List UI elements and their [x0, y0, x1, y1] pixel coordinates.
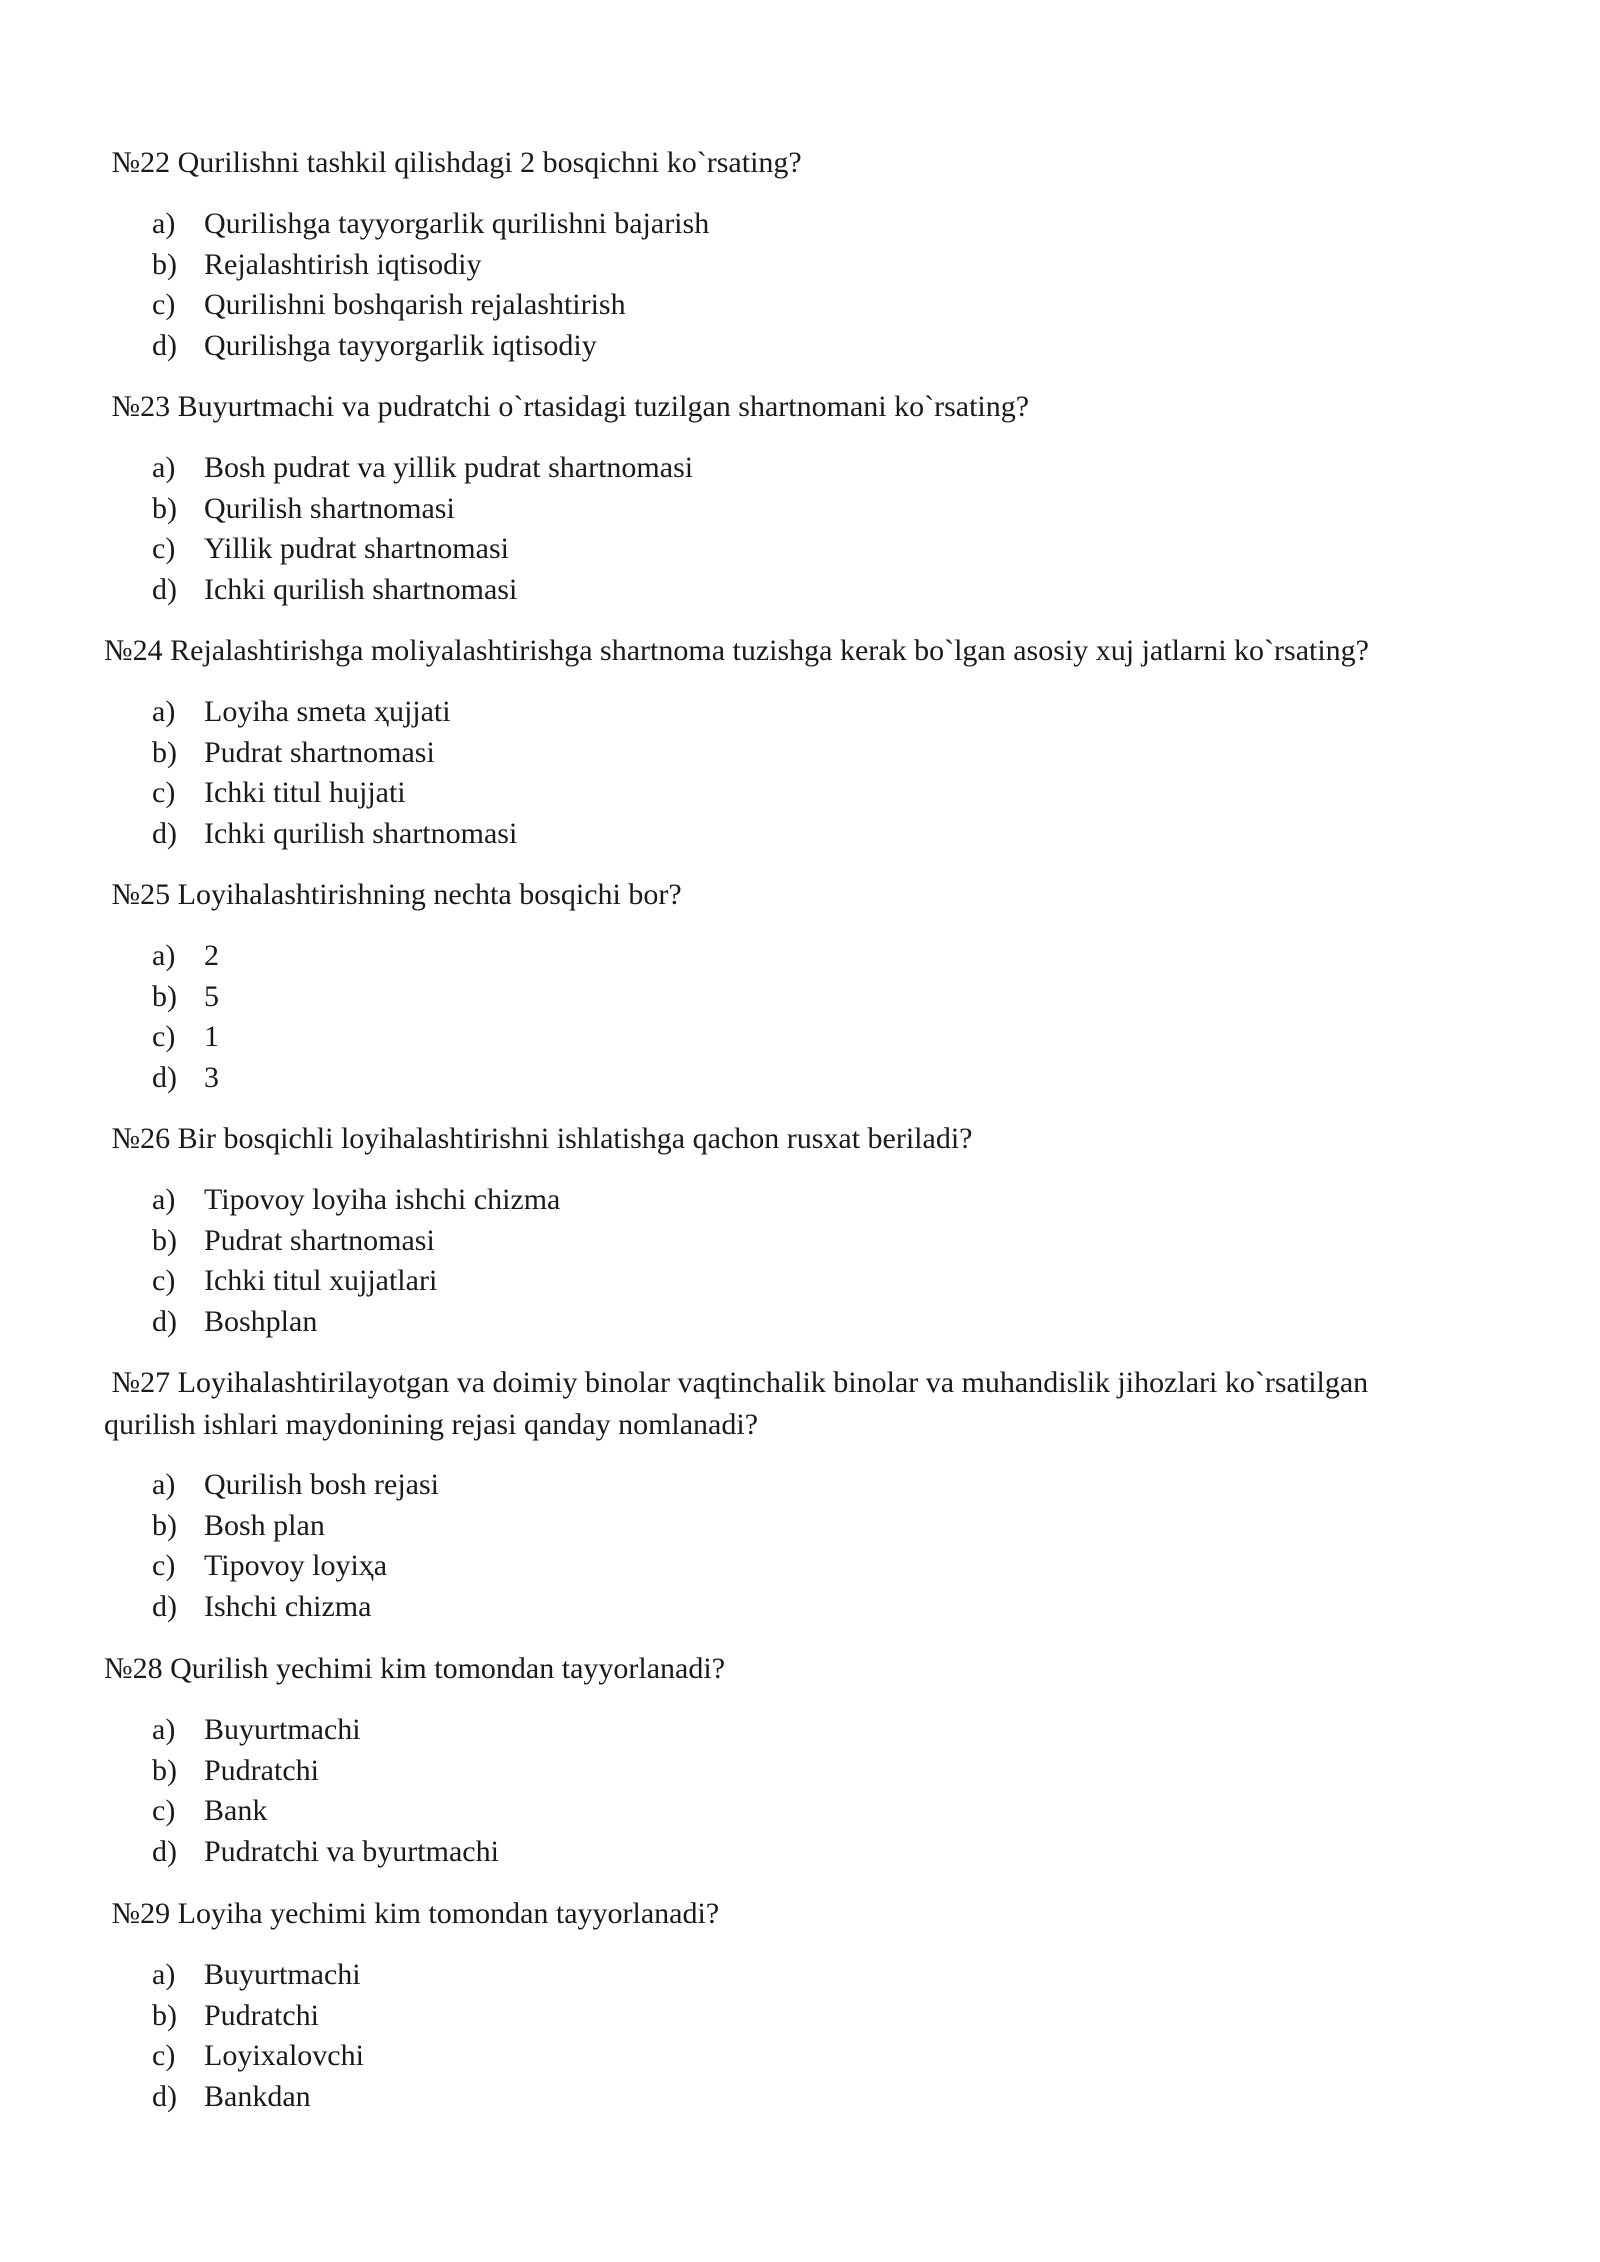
- option-letter: c): [152, 288, 176, 321]
- option-text: 5: [204, 979, 219, 1013]
- option-c: [152, 1791, 499, 1832]
- option-text: Pudratchi: [204, 1998, 319, 2032]
- question-28: №28 Qurilish yechimi kim tomondan tayyorlanadi?: [104, 1652, 726, 1685]
- option-letter: a): [152, 207, 176, 240]
- option-letter: d): [152, 1834, 177, 1868]
- option-text: Ichki titul xujjatlari: [204, 1264, 438, 1297]
- option-text: Pudrat shartnomasi: [204, 1223, 435, 1257]
- option-b: [152, 1221, 560, 1262]
- option-d: [152, 2077, 364, 2118]
- option-letter: b): [152, 247, 177, 281]
- option-letter: d): [152, 572, 177, 606]
- option-text: 1: [204, 1020, 219, 1053]
- option-text: 3: [204, 1060, 219, 1094]
- options-23: [152, 448, 693, 610]
- option-text: Tipovoy loyiҳa: [204, 1549, 388, 1582]
- option-letter: c): [152, 1020, 176, 1053]
- option-letter: a): [152, 1713, 176, 1746]
- option-letter: b): [152, 1223, 177, 1257]
- option-letter: c): [152, 1794, 176, 1827]
- option-letter: b): [152, 735, 177, 769]
- option-a: [152, 204, 709, 245]
- option-letter: d): [152, 2079, 177, 2113]
- option-text: Buyurtmachi: [204, 1958, 361, 1991]
- option-text: Qurilish bosh rejasi: [204, 1468, 439, 1501]
- option-letter: c): [152, 776, 176, 809]
- option-d: [152, 814, 517, 855]
- option-letter: d): [152, 1304, 177, 1338]
- option-d: [152, 1832, 499, 1873]
- option-d: [152, 1587, 439, 1628]
- question-22: №22 Qurilishni tashkil qilishdagi 2 bosqichni ko`rsating?: [104, 146, 802, 179]
- option-text: Qurilish shartnomasi: [204, 491, 455, 525]
- option-b: [152, 489, 693, 530]
- option-text: Pudratchi va byurtmachi: [204, 1834, 499, 1868]
- option-b: [152, 733, 517, 774]
- option-text: Yillik pudrat shartnomasi: [204, 532, 509, 565]
- option-text: Ichki titul hujjati: [204, 776, 406, 809]
- option-letter: b): [152, 1753, 177, 1787]
- option-text: Qurilishga tayyorgarlik qurilishni bajarish: [204, 207, 710, 240]
- option-letter: b): [152, 491, 177, 525]
- options-24: [152, 692, 517, 854]
- question-23: №23 Buyurtmachi va pudratchi o`rtasidagi tuzilgan shartnomani ko`rsating?: [104, 390, 1030, 423]
- option-text: Bankdan: [204, 2079, 311, 2113]
- option-b: [152, 1506, 439, 1547]
- option-text: Bosh plan: [204, 1508, 325, 1542]
- option-text: Ichki qurilish shartnomasi: [204, 572, 518, 606]
- options-26: [152, 1180, 560, 1342]
- option-text: Rejalashtirish iqtisodiy: [204, 247, 482, 281]
- option-c: [152, 1261, 560, 1302]
- option-d: [152, 1302, 560, 1343]
- question-27: №27 Loyihalashtirilayotgan va doimiy binolar vaqtinchalik binolar va muhandislik jihozlari ko`rsatilgan qurilish ishlari maydonining rejasi qanday nomlanadi?: [104, 1366, 1369, 1441]
- option-b: [152, 245, 709, 286]
- option-letter: a): [152, 939, 176, 972]
- option-letter: d): [152, 1060, 177, 1094]
- option-c: [152, 1017, 219, 1058]
- option-a: [152, 1955, 364, 1996]
- option-letter: a): [152, 1183, 176, 1216]
- option-text: Qurilishga tayyorgarlik iqtisodiy: [204, 328, 597, 362]
- option-letter: a): [152, 451, 176, 484]
- option-text: 2: [204, 939, 219, 972]
- option-c: [152, 529, 693, 570]
- option-letter: d): [152, 816, 177, 850]
- option-a: [152, 1465, 439, 1506]
- options-27: [152, 1465, 439, 1627]
- option-b: [152, 977, 219, 1018]
- options-25: [152, 936, 219, 1098]
- option-letter: a): [152, 695, 176, 728]
- options-22: [152, 204, 709, 366]
- option-a: [152, 1180, 560, 1221]
- option-text: Pudrat shartnomasi: [204, 735, 435, 769]
- option-text: Boshplan: [204, 1304, 318, 1338]
- option-letter: a): [152, 1468, 176, 1501]
- option-text: Tipovoy loyiha ishchi chizma: [204, 1183, 561, 1216]
- option-letter: c): [152, 1264, 176, 1297]
- options-29: [152, 1955, 364, 2117]
- option-text: Bank: [204, 1794, 268, 1827]
- option-letter: d): [152, 328, 177, 362]
- option-letter: c): [152, 1549, 176, 1582]
- option-text: Buyurtmachi: [204, 1713, 361, 1746]
- option-text: Ishchi chizma: [204, 1589, 372, 1623]
- option-d: [152, 326, 709, 367]
- option-letter: b): [152, 1508, 177, 1542]
- option-letter: b): [152, 979, 177, 1013]
- question-24: №24 Rejalashtirishga moliyalashtirishga shartnoma tuzishga kerak bo`lgan asosiy xuj jatlarni ko`rsating?: [104, 634, 1369, 667]
- option-text: Bosh pudrat va yillik pudrat shartnomasi: [204, 451, 694, 484]
- option-letter: d): [152, 1589, 177, 1623]
- option-d: [152, 570, 693, 611]
- option-a: [152, 448, 693, 489]
- option-text: Loyixalovchi: [204, 2039, 364, 2072]
- option-text: Pudratchi: [204, 1753, 319, 1787]
- option-d: [152, 1058, 219, 1099]
- option-b: [152, 1751, 499, 1792]
- option-letter: c): [152, 532, 176, 565]
- question-25: №25 Loyihalashtirishning nechta bosqichi bor?: [104, 878, 682, 911]
- question-29: №29 Loyiha yechimi kim tomondan tayyorlanadi?: [104, 1897, 720, 1930]
- question-26: №26 Bir bosqichli loyihalashtirishni ishlatishga qachon rusxat beriladi?: [104, 1122, 973, 1155]
- options-28: [152, 1710, 499, 1872]
- option-c: [152, 1546, 439, 1587]
- option-a: [152, 692, 517, 733]
- option-text: Qurilishni boshqarish rejalashtirish: [204, 288, 626, 321]
- option-a: [152, 1710, 499, 1751]
- option-letter: c): [152, 2039, 176, 2072]
- option-c: [152, 773, 517, 814]
- option-text: Ichki qurilish shartnomasi: [204, 816, 518, 850]
- option-b: [152, 1996, 364, 2037]
- option-text: Loyiha smeta ҳujjati: [204, 695, 451, 728]
- option-c: [152, 285, 709, 326]
- option-a: [152, 936, 219, 977]
- option-c: [152, 2036, 364, 2077]
- option-letter: a): [152, 1958, 176, 1991]
- option-letter: b): [152, 1998, 177, 2032]
